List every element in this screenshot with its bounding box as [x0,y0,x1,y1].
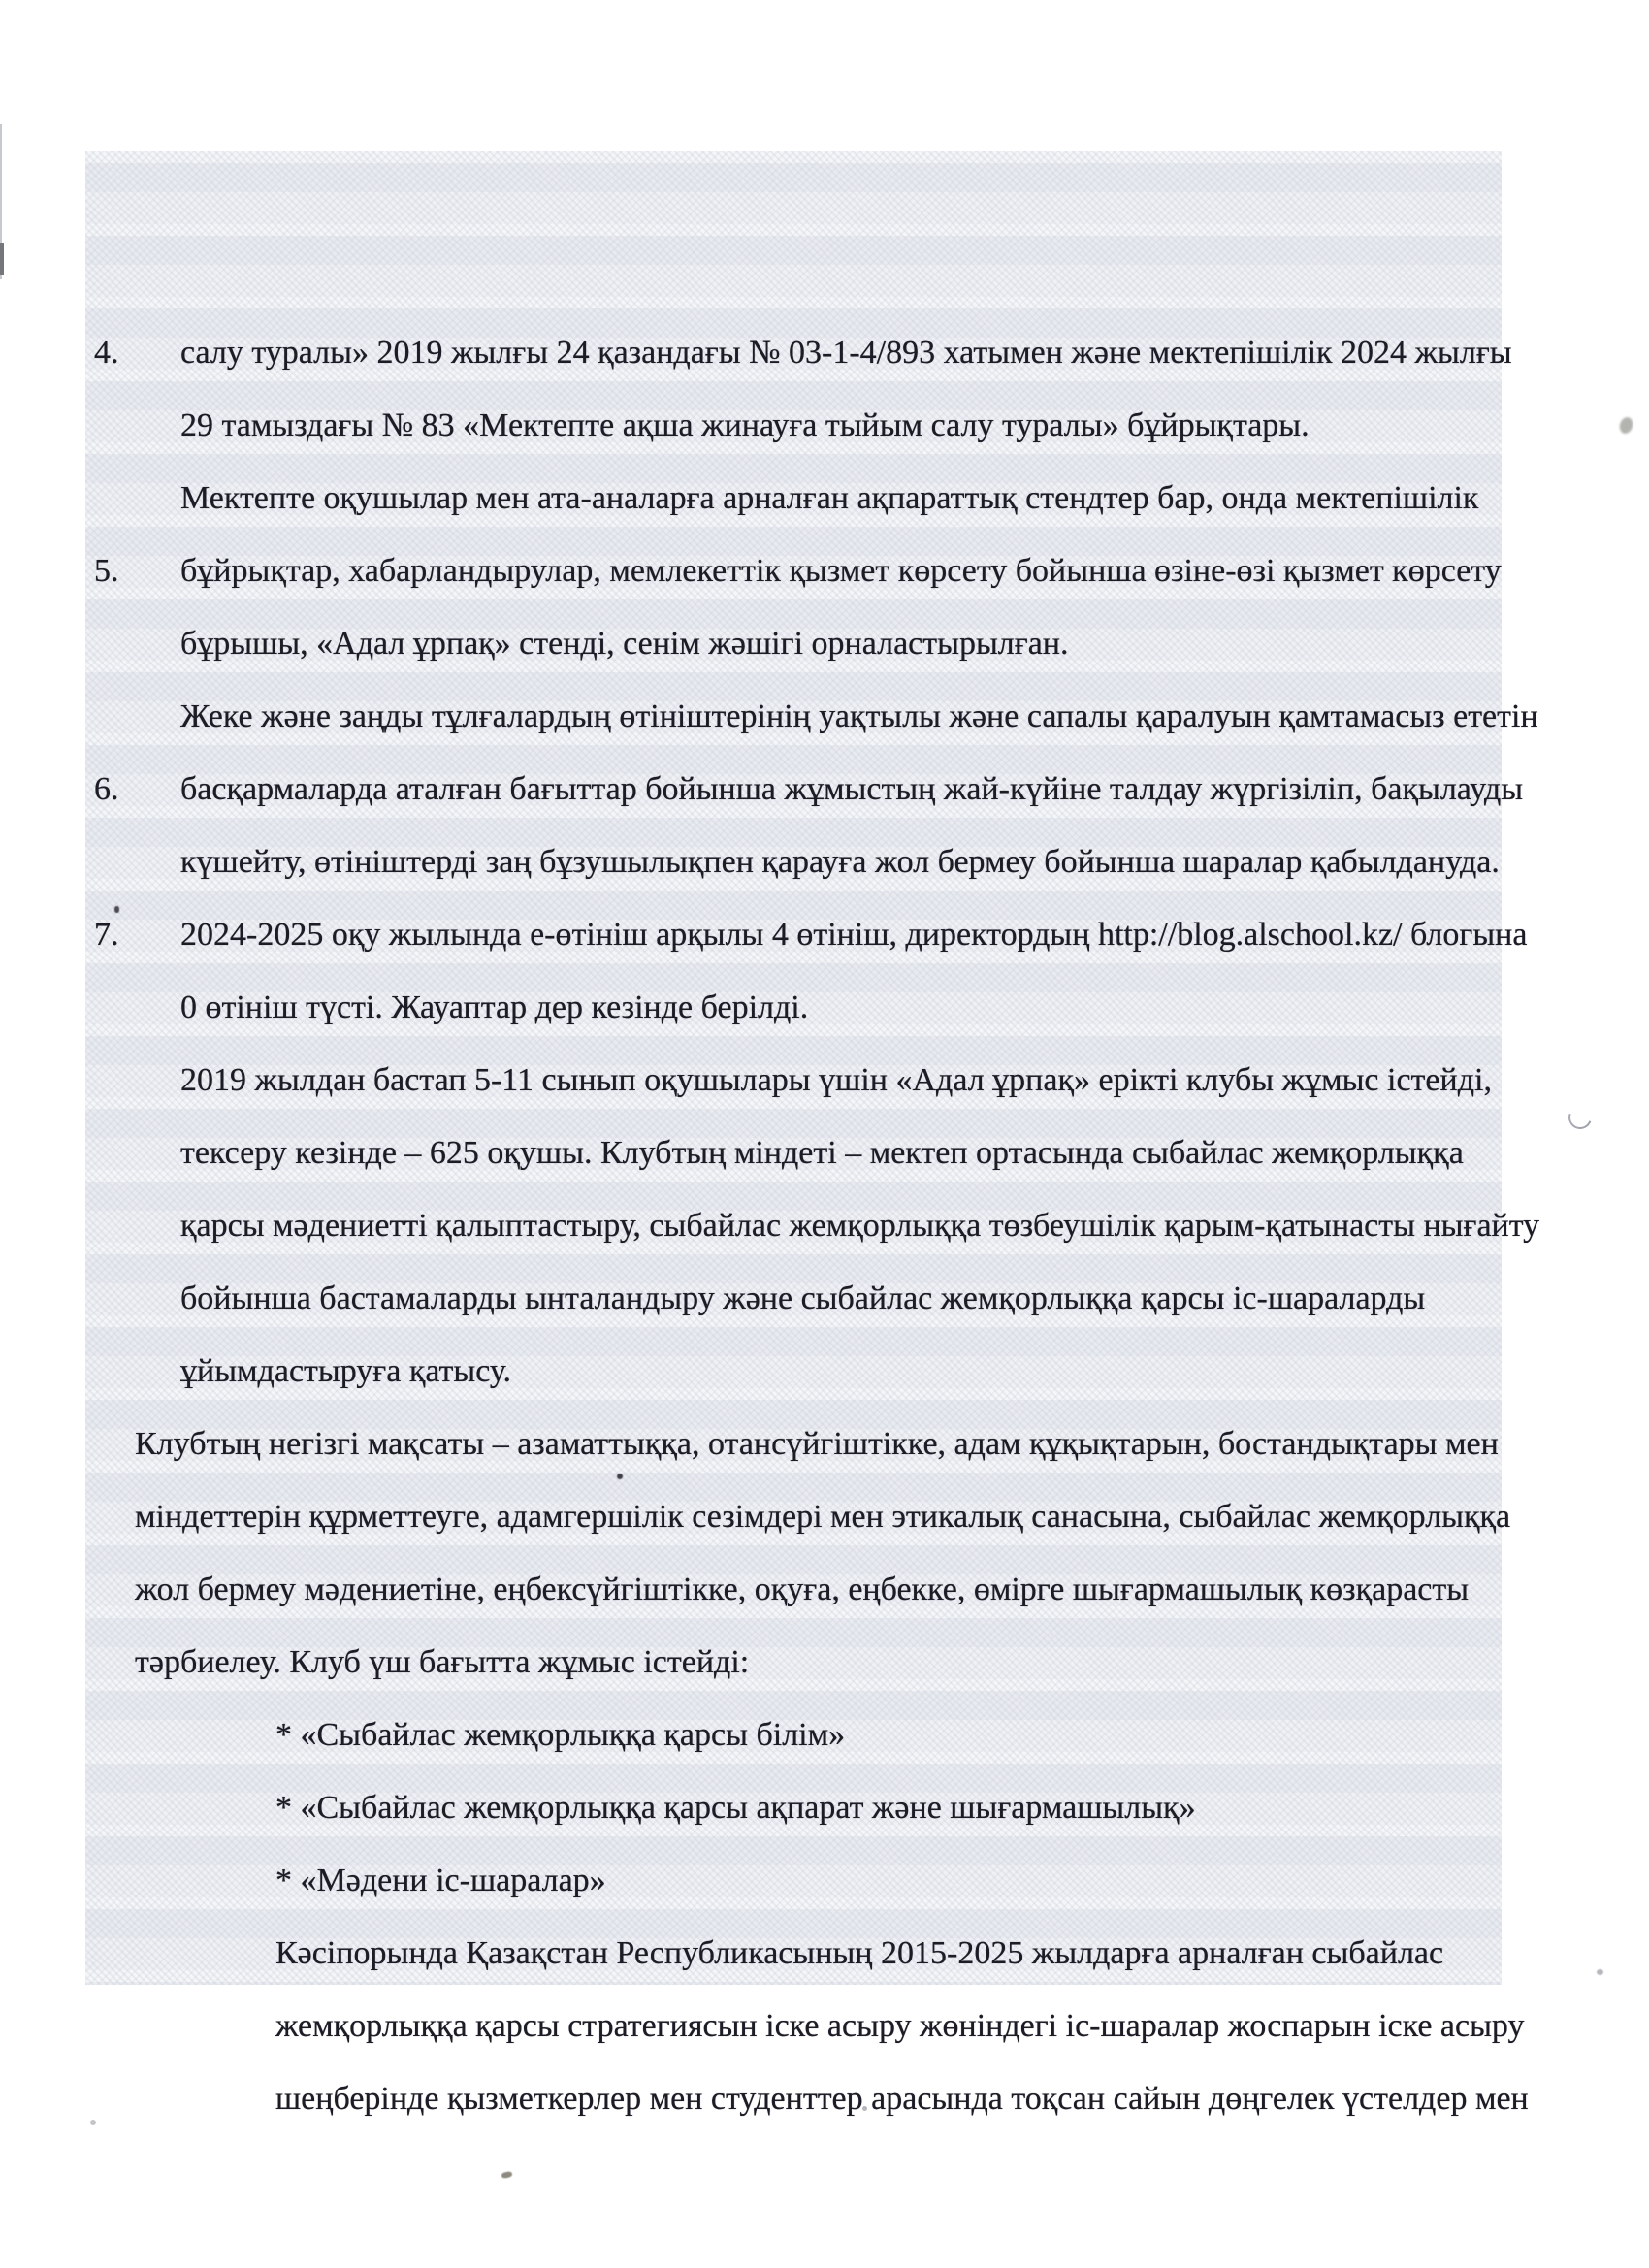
line-text: шеңберінде қызметкерлер мен студенттер арасында тоқсан сайын дөңгелек үстелдер мен [275,2081,1529,2117]
scan-speck [90,2120,96,2125]
scan-speck [501,2171,512,2179]
line-text: салу туралы» 2019 жылғы 24 қазандағы № 03-1-4/893 хатымен және мектепішілік 2024 жылғы [180,335,1512,371]
item-number: 5. [94,553,119,589]
line-text: * «Мәдени іс-шаралар» [275,1863,606,1898]
line-text: * «Сыбайлас жемқорлыққа қарсы ақпарат және шығармашылық» [275,1790,1196,1826]
line-text: 0 өтініш түсті. Жауаптар дер кезінде берілді. [180,989,809,1025]
doc-line [0,171,1649,371]
line-text: тәрбиелеу. Клуб үш бағытта жұмыс істейді: [135,1644,750,1680]
line-text: Жеке және заңды тұлғалардың өтініштерінің уақтылы және сапалы қаралуын қамтамасыз ететін [180,698,1538,734]
line-text: жемқорлыққа қарсы стратегиясын іске асыру жөніндегі іс-шаралар жоспарын іске асыру [275,2008,1525,2044]
item-number: 4. [94,335,119,371]
line-text: Кәсіпорында Қазақстан Республикасының 2015-2025 жылдарға арналған сыбайлас [275,1935,1444,1971]
item-number: 7. [94,917,119,953]
line-text: 29 тамыздағы № 83 «Мектепте ақша жинауға тыйым салу туралы» бұйрықтары. [180,407,1310,443]
line-text: ұйымдастыруға қатысу. [180,1353,511,1389]
line-text: бұйрықтар, хабарландырулар, мемлекеттік қызмет көрсету бойынша өзіне-өзі қызмет көрсету [180,553,1502,589]
line-text: қарсы мәдениетті қалыптастыру, сыбайлас жемқорлыққа төзбеушілік қарым-қатынасты нығайту [180,1208,1540,1244]
line-text: басқармаларда аталған бағыттар бойынша жұмыстың жай-күйіне талдау жүргізіліп, бақылауды [180,771,1524,807]
line-text: күшейту, өтініштерді заң бұзушылықпен қарауға жол бермеу бойынша шаралар қабылдануда. [180,844,1500,880]
line-text: 2024-2025 оқу жылында е-өтініш арқылы 4 өтініш, директордың http://blog.alschool.kz/ блогына [180,917,1528,953]
line-text: Мектепте оқушылар мен ата-аналарға арналған ақпараттық стендтер бар, онда мектепішілік [180,480,1479,516]
line-text: Клубтың негізгі мақсаты – азаматтыққа, отансүйгіштікке, адам құқықтарын, бостандықтары мен [135,1426,1499,1462]
line-text: бойынша бастамаларды ынталандыру және сыбайлас жемқорлыққа қарсы іс-шараларды [180,1280,1426,1316]
line-text: міндеттерін құрметтеуге, адамгершілік сезімдері мен этикалық санасына, сыбайлас жемқорлыққа [135,1499,1511,1535]
line-text: 2019 жылдан бастап 5-11 сынып оқушылары үшін «Адал ұрпақ» ерікті клубы жұмыс істейді, [180,1062,1492,1098]
line-text: * «Сыбайлас жемқорлыққа қарсы білім» [275,1717,846,1753]
item-number: 6. [94,771,119,807]
document-lines [0,171,1649,2117]
line-text: бұрышы, «Адал ұрпақ» стенді, сенім жәшігі орналастырылған. [180,626,1069,662]
line-text: тексеру кезінде – 625 оқушы. Клубтың міндеті – мектеп ортасында сыбайлас жемқорлыққа [180,1135,1464,1171]
line-text: жол бермеу мәдениетіне, еңбексүйгіштікке, оқуға, еңбекке, өмірге шығармашылық көзқарасты [135,1571,1470,1607]
